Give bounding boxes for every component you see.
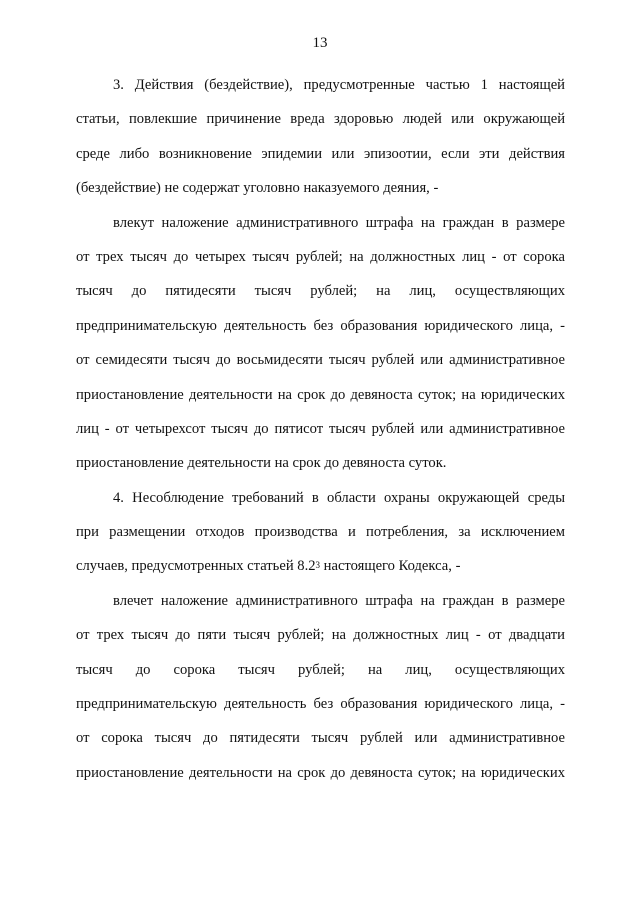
page-number: 13 bbox=[312, 35, 328, 51]
paragraph-line: влечет наложение административного штрафа на граждан в размере bbox=[113, 592, 565, 609]
paragraph-line: статьи, повлекшие причинение вреда здоровью людей или окружающей bbox=[76, 111, 565, 128]
paragraph-line: тысяч до пятидесяти тысяч рублей; на лиц, осуществляющих bbox=[76, 283, 565, 300]
paragraph-line: влекут наложение административного штрафа на граждан в размере bbox=[113, 214, 565, 231]
line-text: настоящего Кодекса, - bbox=[320, 558, 461, 575]
paragraph-line: приостановление деятельности на срок до девяноста суток. bbox=[76, 455, 447, 472]
paragraph-line: предпринимательскую деятельность без образования юридического лица, - bbox=[76, 696, 565, 713]
paragraph-line: 3. Действия (бездействие), предусмотренные частью 1 настоящей bbox=[113, 77, 565, 93]
paragraph-line: 4. Несоблюдение требований в области охраны окружающей среды bbox=[113, 489, 565, 506]
line-text: случаев, предусмотренных статьей 8.2 bbox=[76, 558, 316, 575]
paragraph-line bbox=[76, 549, 565, 583]
superscript: 3 bbox=[315, 560, 321, 571]
document-body bbox=[76, 68, 565, 790]
paragraph-line: лиц - от четырехсот тысяч до пятисот тысяч рублей или административное bbox=[76, 420, 565, 437]
paragraph-line: среде либо возникновение эпидемии или эпизоотии, если эти действия bbox=[76, 145, 565, 162]
paragraph-line: от сорока тысяч до пятидесяти тысяч рублей или административное bbox=[76, 730, 565, 747]
paragraph-line: предпринимательскую деятельность без образования юридического лица, - bbox=[76, 317, 565, 334]
paragraph-line: приостановление деятельности на срок до девяноста суток; на юридических bbox=[76, 386, 565, 403]
paragraph-line: (бездействие) не содержат уголовно наказуемого деяния, - bbox=[76, 180, 439, 197]
paragraph-line: от семидесяти тысяч до восьмидесяти тысяч рублей или административное bbox=[76, 352, 565, 369]
paragraph-line: при размещении отходов производства и потребления, за исключением bbox=[76, 524, 565, 541]
paragraph-line: от трех тысяч до четырех тысяч рублей; на должностных лиц - от сорока bbox=[76, 248, 565, 265]
paragraph-line: от трех тысяч до пяти тысяч рублей; на должностных лиц - от двадцати bbox=[76, 627, 565, 644]
paragraph-line: приостановление деятельности на срок до девяноста суток; на юридических bbox=[76, 764, 565, 781]
paragraph-line: тысяч до сорока тысяч рублей; на лиц, осуществляющих bbox=[76, 661, 565, 678]
